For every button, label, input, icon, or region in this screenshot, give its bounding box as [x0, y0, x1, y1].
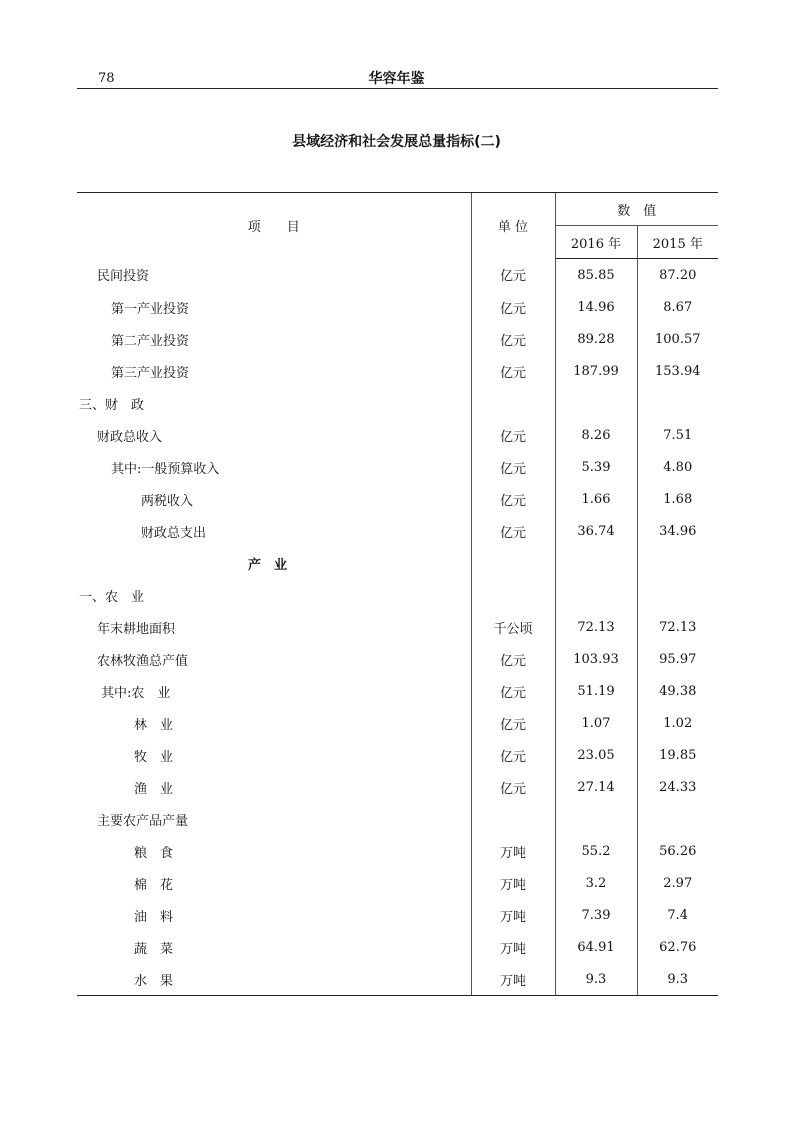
header-rule: [77, 88, 718, 89]
row-label: [77, 931, 471, 963]
table-row: [77, 483, 718, 515]
header-year-2015: 2015 年: [637, 226, 718, 259]
section-heading-text: 产 业: [248, 557, 288, 573]
row-value-2015: 153.94: [637, 355, 718, 387]
row-label: [77, 355, 471, 387]
row-value-2015: 9.3: [637, 963, 718, 996]
section-row: [77, 387, 718, 419]
row-unit: 亿元: [471, 707, 555, 739]
table-row: [77, 803, 718, 835]
header-item-label: 项 目: [247, 220, 300, 236]
row-value-2015: 7.4: [637, 899, 718, 931]
row-value-2015: [637, 387, 718, 419]
row-label-text: 财政总支出: [141, 525, 207, 541]
row-unit: [471, 547, 555, 579]
row-unit: 亿元: [471, 291, 555, 323]
row-value-2015: 8.67: [637, 291, 718, 323]
row-value-2015: 1.02: [637, 707, 718, 739]
row-unit: 千公顷: [471, 611, 555, 643]
section-heading-row: [77, 547, 718, 579]
row-value-2016: 1.66: [555, 483, 637, 515]
row-value-2015: 72.13: [637, 611, 718, 643]
table-row: [77, 323, 718, 355]
row-value-2016: [555, 387, 637, 419]
row-label-text: 水 果: [134, 973, 174, 989]
row-value-2015: [637, 803, 718, 835]
table-row: [77, 451, 718, 483]
row-label-text: 第三产业投资: [111, 365, 190, 381]
row-unit: [471, 579, 555, 611]
row-label-text: 林 业: [134, 717, 174, 733]
table-row: [77, 355, 718, 387]
table-row: [77, 643, 718, 675]
row-value-2015: 87.20: [637, 259, 718, 292]
table-row: [77, 771, 718, 803]
row-unit: 万吨: [471, 963, 555, 996]
row-label: [77, 419, 471, 451]
row-value-2016: 14.96: [555, 291, 637, 323]
section-label-text: 一、农 业: [79, 589, 145, 605]
row-label: [77, 803, 471, 835]
table-row: [77, 739, 718, 771]
header-item: [77, 193, 471, 259]
table-row: [77, 867, 718, 899]
row-unit: 亿元: [471, 259, 555, 292]
row-value-2015: 62.76: [637, 931, 718, 963]
row-unit: 亿元: [471, 483, 555, 515]
row-label-text: 年末耕地面积: [97, 621, 176, 637]
row-unit: [471, 387, 555, 419]
section-label-text: 三、财 政: [79, 397, 145, 413]
row-value-2016: 72.13: [555, 611, 637, 643]
row-label-text: 主要农产品产量: [97, 813, 189, 829]
row-value-2016: 1.07: [555, 707, 637, 739]
row-unit: 亿元: [471, 451, 555, 483]
row-label: [77, 739, 471, 771]
row-value-2015: 49.38: [637, 675, 718, 707]
header-values: 数 值: [555, 193, 718, 226]
running-title: 华容年鉴: [368, 71, 425, 87]
table-body: [77, 259, 718, 996]
row-unit: 万吨: [471, 867, 555, 899]
row-value-2015: 1.68: [637, 483, 718, 515]
table-row: [77, 707, 718, 739]
row-label-text: 油 料: [134, 909, 174, 925]
row-value-2016: 8.26: [555, 419, 637, 451]
row-value-2016: 89.28: [555, 323, 637, 355]
header-year-2016: 2016 年: [555, 226, 637, 259]
row-value-2016: 103.93: [555, 643, 637, 675]
row-value-2015: 7.51: [637, 419, 718, 451]
row-value-2016: 27.14: [555, 771, 637, 803]
section-heading: [77, 547, 471, 579]
row-value-2015: [637, 547, 718, 579]
row-label: [77, 675, 471, 707]
row-value-2016: 23.05: [555, 739, 637, 771]
row-label: [77, 835, 471, 867]
row-label-text: 两税收入: [141, 493, 194, 509]
row-unit: 亿元: [471, 739, 555, 771]
table-row: [77, 291, 718, 323]
row-value-2016: [555, 803, 637, 835]
row-label-text: 棉 花: [134, 877, 174, 893]
row-unit: 万吨: [471, 899, 555, 931]
page-number: 78: [98, 71, 115, 86]
section-label: [77, 387, 471, 419]
row-unit: 亿元: [471, 675, 555, 707]
row-unit: 亿元: [471, 355, 555, 387]
row-value-2016: [555, 579, 637, 611]
row-label-text: 渔 业: [134, 781, 174, 797]
table-row: [77, 675, 718, 707]
row-value-2015: 56.26: [637, 835, 718, 867]
row-label: [77, 867, 471, 899]
table-row: [77, 931, 718, 963]
row-value-2015: 100.57: [637, 323, 718, 355]
row-label-text: 第一产业投资: [111, 301, 190, 317]
table-row: [77, 419, 718, 451]
row-label-text: 牧 业: [134, 749, 174, 765]
table-row: [77, 899, 718, 931]
row-label-text: 财政总收入: [97, 429, 163, 445]
row-value-2015: 4.80: [637, 451, 718, 483]
row-value-2016: 36.74: [555, 515, 637, 547]
row-unit: 亿元: [471, 643, 555, 675]
row-label: [77, 483, 471, 515]
row-label-text: 其中:一般预算收入: [111, 461, 220, 477]
row-label: [77, 963, 471, 996]
row-label-text: 蔬 菜: [134, 941, 174, 957]
row-label: [77, 643, 471, 675]
row-label: [77, 451, 471, 483]
row-unit: 亿元: [471, 323, 555, 355]
row-unit: 万吨: [471, 835, 555, 867]
table-title: 县域经济和社会发展总量指标(二): [292, 134, 501, 150]
row-label-text: 民间投资: [97, 269, 150, 285]
row-value-2015: 34.96: [637, 515, 718, 547]
table-row: [77, 259, 718, 292]
table-row: [77, 963, 718, 996]
row-label-text: 粮 食: [134, 845, 174, 861]
row-unit: 亿元: [471, 515, 555, 547]
row-label: [77, 323, 471, 355]
section-row: [77, 579, 718, 611]
row-value-2015: 24.33: [637, 771, 718, 803]
row-value-2016: 51.19: [555, 675, 637, 707]
row-value-2016: 187.99: [555, 355, 637, 387]
indicator-table: [77, 192, 718, 996]
row-value-2015: [637, 579, 718, 611]
row-value-2016: 3.2: [555, 867, 637, 899]
row-value-2016: 55.2: [555, 835, 637, 867]
row-label: [77, 515, 471, 547]
row-label: [77, 259, 471, 292]
table-row: [77, 835, 718, 867]
row-value-2016: 9.3: [555, 963, 637, 996]
row-value-2015: 95.97: [637, 643, 718, 675]
row-value-2015: 19.85: [637, 739, 718, 771]
row-unit: [471, 803, 555, 835]
row-label-text: 其中:农 业: [101, 685, 171, 701]
table-row: [77, 515, 718, 547]
row-label-text: 第二产业投资: [111, 333, 190, 349]
indicator-table-wrap: [77, 192, 718, 996]
row-label: [77, 707, 471, 739]
row-value-2016: [555, 547, 637, 579]
row-value-2016: 5.39: [555, 451, 637, 483]
row-label-text: 农林牧渔总产值: [97, 653, 189, 669]
header-unit: 单 位: [471, 193, 555, 259]
row-label: [77, 291, 471, 323]
row-label: [77, 771, 471, 803]
row-label: [77, 611, 471, 643]
row-unit: 亿元: [471, 419, 555, 451]
table-header: [77, 193, 718, 259]
row-value-2016: 7.39: [555, 899, 637, 931]
row-label: [77, 899, 471, 931]
row-value-2016: 85.85: [555, 259, 637, 292]
row-unit: 万吨: [471, 931, 555, 963]
row-value-2015: 2.97: [637, 867, 718, 899]
row-unit: 亿元: [471, 771, 555, 803]
section-label: [77, 579, 471, 611]
table-row: [77, 611, 718, 643]
row-value-2016: 64.91: [555, 931, 637, 963]
